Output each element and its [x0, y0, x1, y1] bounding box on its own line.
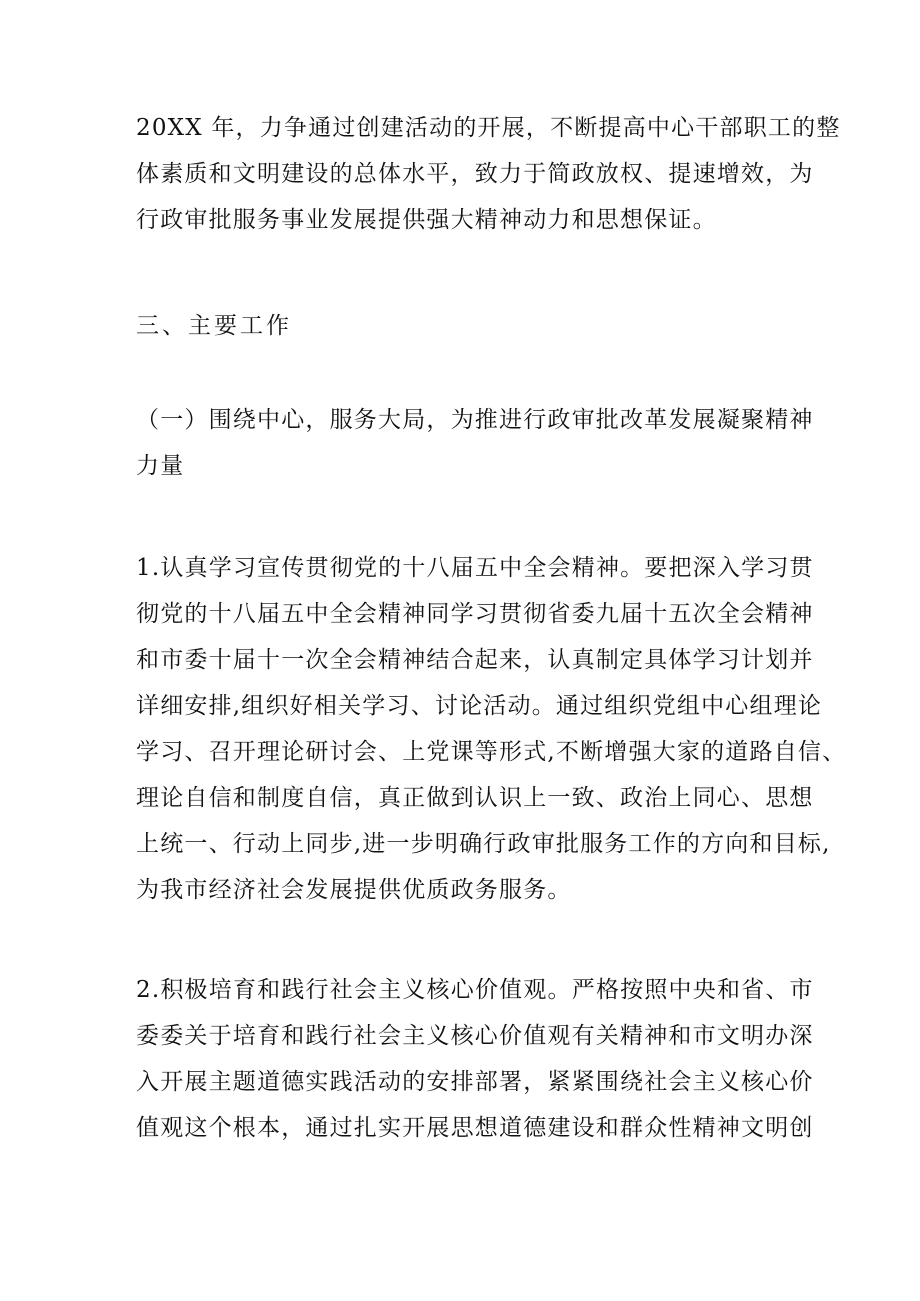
- text-line: 委委关于培育和践行社会主义核心价值观有关精神和市文明办深: [136, 1023, 814, 1049]
- text-line: 体素质和文明建设的总体水平，致力于简政放权、提速增效，为: [136, 161, 814, 187]
- text-line: 1.认真学习宣传贯彻党的十八届五中全会精神。要把深入学习贯: [136, 555, 814, 581]
- section-heading: [136, 303, 796, 349]
- section-heading-text: 三、主要工作: [136, 313, 292, 339]
- text-line: 详细安排,组织好相关学习、讨论活动。通过组织党组中心组理论: [136, 693, 823, 719]
- text-line: 为我市经济社会发展提供优质政务服务。: [136, 877, 572, 903]
- item-2-paragraph: [136, 967, 814, 1151]
- subsection-heading: [136, 397, 814, 489]
- text-line: （一）围绕中心，服务大局，为推进行政审批改革发展凝聚精神: [136, 407, 814, 433]
- text-line: 20XX 年，力争通过创建活动的开展，不断提高中心干部职工的整: [136, 115, 841, 141]
- text-line: 行政审批服务事业发展提供强大精神动力和思想保证。: [136, 207, 717, 233]
- text-line: 入开展主题道德实践活动的安排部署，紧紧围绕社会主义核心价: [136, 1069, 814, 1095]
- text-line: 理论自信和制度自信，真正做到认识上一致、政治上同心、思想: [136, 785, 814, 811]
- text-line: 上统一、行动上同步,进一步明确行政审批服务工作的方向和目标,: [136, 831, 831, 857]
- intro-paragraph: [136, 105, 841, 243]
- text-line: 和市委十届十一次全会精神结合起来，认真制定具体学习计划并: [136, 647, 814, 673]
- text-line: 彻党的十八届五中全会精神同学习贯彻省委九届十五次全会精神: [136, 601, 814, 627]
- text-line: 学习、召开理论研讨会、上党课等形式,不断增强大家的道路自信、: [136, 739, 847, 765]
- text-line: 2.积极培育和践行社会主义核心价值观。严格按照中央和省、市: [136, 977, 814, 1003]
- item-1-paragraph: [136, 545, 847, 913]
- text-line: 力量: [136, 453, 185, 479]
- text-line: 值观这个根本，通过扎实开展思想道德建设和群众性精神文明创: [136, 1115, 814, 1141]
